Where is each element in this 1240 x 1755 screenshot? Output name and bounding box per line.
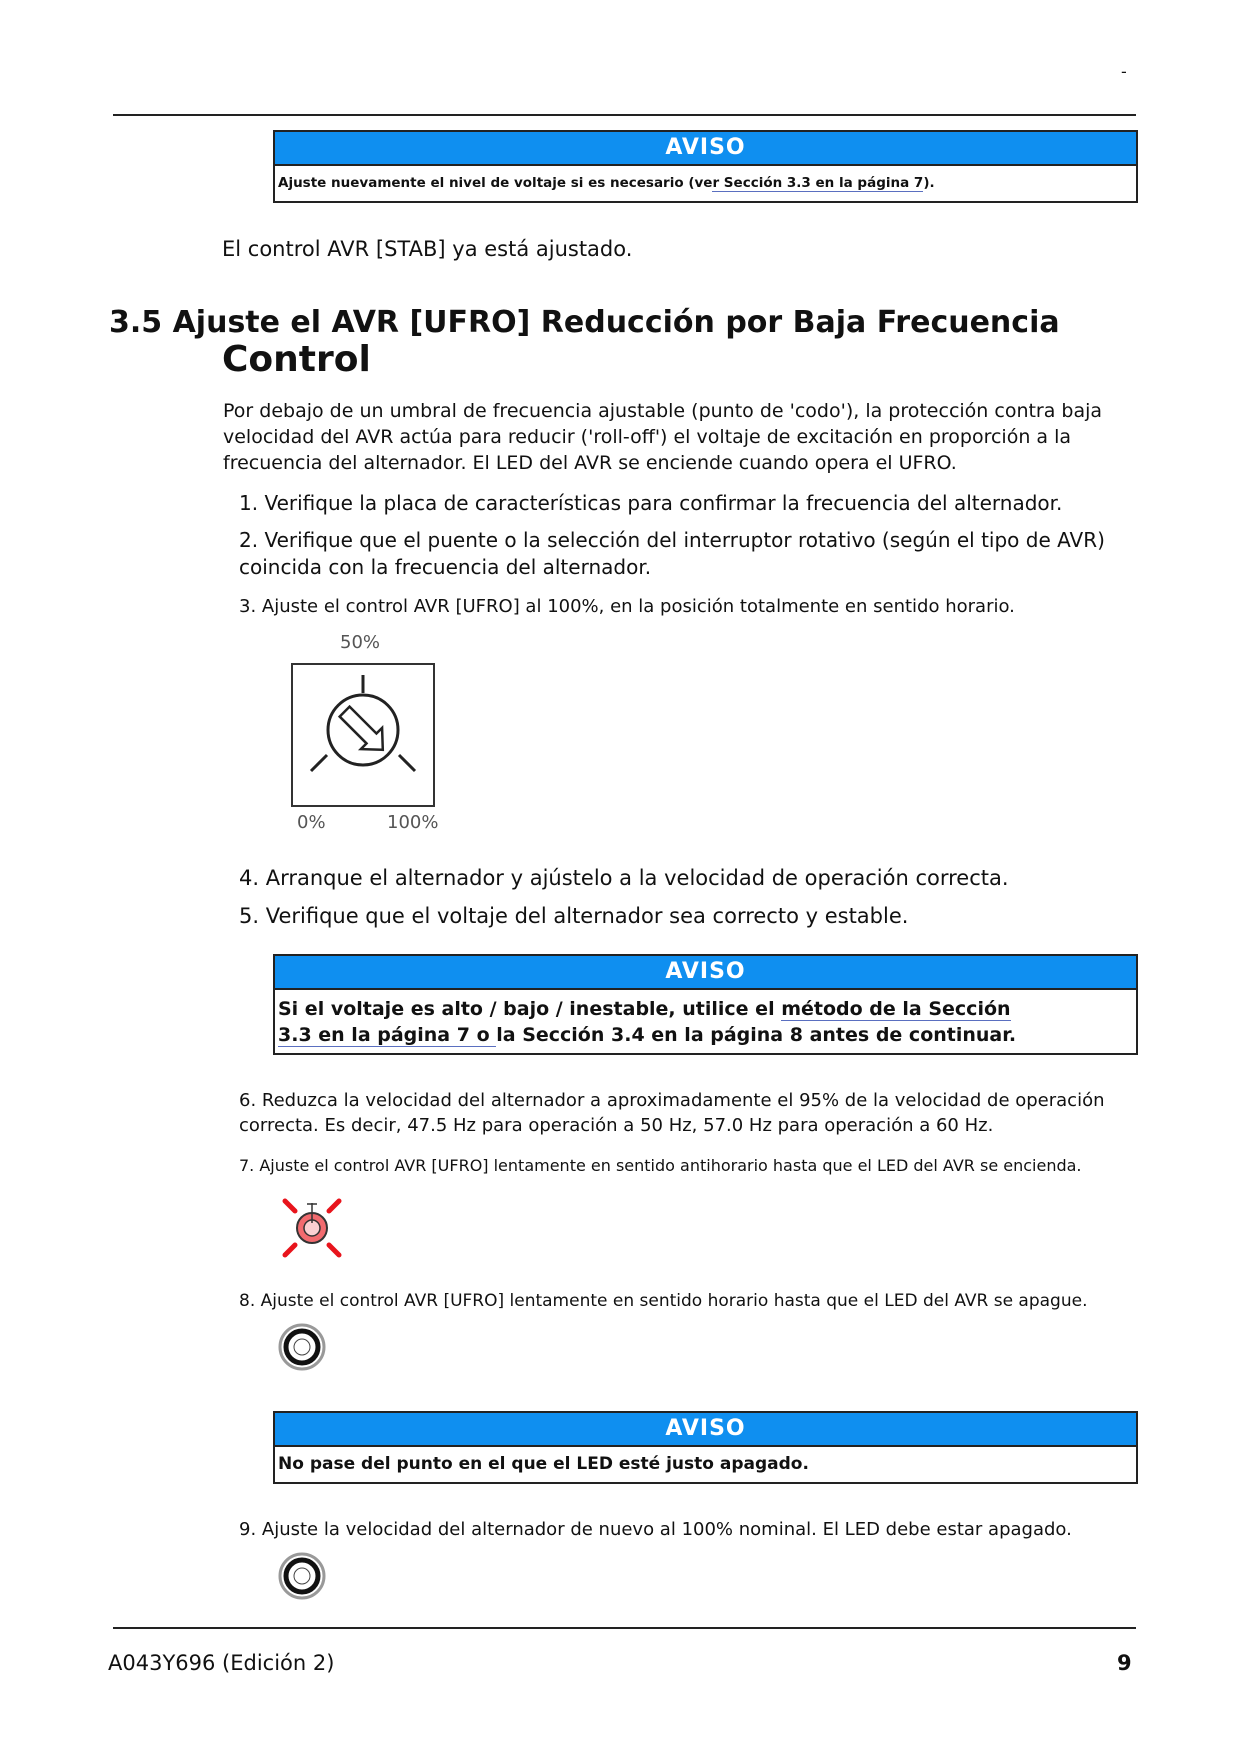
method-section-link[interactable]: método de la Sección	[781, 998, 1011, 1020]
step-2: 2. Verifique que el puente o la selección del interruptor rotativo (según el tipo de AVR) coincida con la frecuencia del alternador.	[239, 528, 1105, 579]
step-7: 7. Ajuste el control AVR [UFRO] lentamente en sentido antihorario hasta que el LED del AVR se encienda.	[239, 1156, 1082, 1175]
notice-text: No pase del punto en el que el LED esté justo apagado.	[278, 1454, 809, 1474]
footer-rule	[113, 1627, 1136, 1629]
notice-text	[275, 166, 1136, 200]
step-3: 3. Ajuste el control AVR [UFRO] al 100%, en la posición totalmente en sentido horario.	[239, 596, 1015, 617]
step-4: 4. Arranque el alternador y ajústelo a la velocidad de operación correcta.	[239, 866, 1009, 890]
section-3-3-link[interactable]: r Sección 3.3 en la página 7	[712, 175, 924, 191]
step-1: 1. Verifique la placa de características para confirmar la frecuencia del alternador.	[239, 491, 1063, 515]
led-off-icon	[277, 1551, 327, 1601]
ufro-dial-figure	[282, 630, 442, 840]
notice-title: AVISO	[275, 1413, 1136, 1447]
notice-text-part: la Sección 3.4 en la página 8 antes de continuar.	[496, 1024, 1017, 1046]
header-mark: -	[1121, 62, 1127, 81]
section-title-line2: Control	[222, 339, 371, 380]
led-off-icon	[277, 1322, 327, 1372]
dial-icon	[291, 663, 435, 807]
led-on-icon	[279, 1195, 345, 1261]
notice-text-part: Ajuste nuevamente el nivel de voltaje si es necesario (ve	[278, 175, 713, 191]
footer-doc-id: A043Y696 (Edición 2)	[108, 1651, 335, 1675]
step-6: 6. Reduzca la velocidad del alternador a aproximadamente el 95% de la velocidad de operación correcta. Es decir, 47.5 Hz para operación a 50 Hz, 57.0 Hz para operación a 60 Hz.	[239, 1090, 1105, 1136]
notice-text	[275, 990, 1136, 1048]
notice-text-part: ).	[923, 175, 935, 191]
section-intro: Por debajo de un umbral de frecuencia ajustable (punto de 'codo'), la protección contra baja velocidad del AVR actúa para reducir ('roll-off') el voltaje de excitación en proporción a la frecuencia del alternador. El LED del AVR se enciende cuando opera el UFRO.	[223, 400, 1103, 474]
page-number: 9	[1117, 1651, 1132, 1675]
page-7-link[interactable]: 3.3 en la página 7 o	[278, 1024, 497, 1046]
step-8: 8. Ajuste el control AVR [UFRO] lentamente en sentido horario hasta que el LED del AVR se apague.	[239, 1291, 1088, 1311]
stab-done-text: El control AVR [STAB] ya está ajustado.	[222, 237, 633, 261]
notice-box	[273, 954, 1138, 1055]
step-9: 9. Ajuste la velocidad del alternador de nuevo al 100% nominal. El LED debe estar apagado.	[239, 1519, 1072, 1540]
section-title-line1: 3.5 Ajuste el AVR [UFRO] Reducción por Baja Frecuencia	[109, 305, 1060, 340]
dial-label-100: 100%	[387, 812, 439, 833]
notice-title: AVISO	[275, 132, 1136, 166]
notice-box	[273, 130, 1138, 203]
header-rule	[113, 114, 1136, 116]
step-5: 5. Verifique que el voltaje del alternador sea correcto y estable.	[239, 904, 909, 928]
notice-text-part: Si el voltaje es alto / bajo / inestable, utilice el	[278, 998, 782, 1020]
dial-label-0: 0%	[297, 812, 326, 833]
notice-box	[273, 1411, 1138, 1484]
dial-label-50: 50%	[340, 632, 381, 653]
notice-title: AVISO	[275, 956, 1136, 990]
